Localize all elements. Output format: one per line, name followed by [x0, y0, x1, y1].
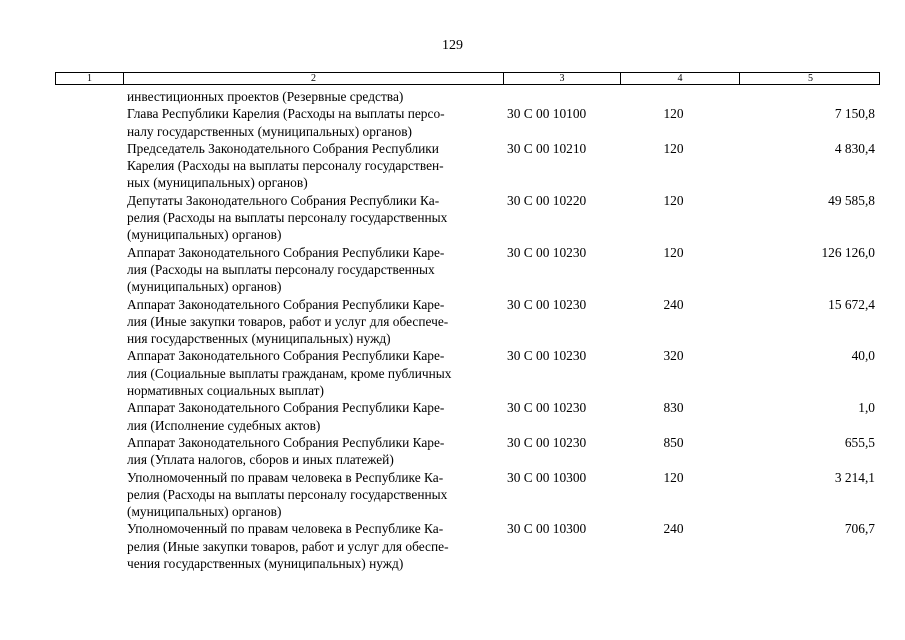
table-column-numbers: [55, 72, 880, 85]
row-name: Глава Республики Карелия (Расходы на выплаты персо- налу государственных (муниципальных) органов): [127, 106, 445, 139]
row-expense-type: 120: [663, 106, 684, 122]
row-code: 30 С 00 10230: [507, 244, 587, 260]
row-amount: 3 214,1: [834, 469, 875, 485]
column-number-2: 2: [123, 73, 503, 84]
row-amount: 655,5: [844, 434, 875, 450]
row-name: Председатель Законодательного Собрания Республики Карелия (Расходы на выплаты персоналу государствен- ных (муниципальных) органов): [127, 140, 444, 191]
row-name: Аппарат Законодательного Собрания Республики Каре- лия (Социальные выплаты гражданам, кроме публичных нормативных социальных выплат): [127, 348, 452, 399]
row-code: 30 С 00 10230: [507, 434, 587, 450]
budget-table-body: [55, 88, 880, 572]
table-row: [55, 296, 880, 348]
table-row: [55, 192, 880, 244]
row-code: 30 С 00 10230: [507, 348, 587, 364]
column-number-3: 3: [503, 73, 620, 84]
row-amount: 15 672,4: [828, 296, 875, 312]
row-amount: 706,7: [844, 521, 875, 537]
table-row: [55, 105, 880, 140]
row-name: Аппарат Законодательного Собрания Республики Каре- лия (Уплата налогов, сборов и иных платежей): [127, 434, 445, 468]
row-expense-type: 120: [663, 469, 684, 485]
row-expense-type: 120: [663, 192, 684, 208]
row-amount: 4 830,4: [834, 140, 875, 156]
row-code: 30 С 00 10300: [507, 521, 587, 537]
row-expense-type: 320: [663, 348, 684, 364]
row-amount: 40,0: [851, 348, 875, 364]
table-row: [55, 469, 880, 521]
row-code: 30 С 00 10100: [507, 106, 587, 122]
row-amount: 126 126,0: [821, 244, 875, 260]
table-row: [55, 347, 880, 399]
row-expense-type: 120: [663, 244, 684, 260]
row-name: Уполномоченный по правам человека в Республике Ка- релия (Иные закупки товаров, работ и услуг для обеспе- чения государственных (муниципальных) нужд): [127, 521, 449, 572]
column-number-1: 1: [87, 73, 92, 84]
row-expense-type: [609, 88, 738, 105]
row-expense-type: 830: [663, 400, 684, 416]
table-row: [55, 140, 880, 192]
column-number-4: 4: [620, 73, 739, 84]
row-expense-type: 850: [663, 434, 684, 450]
table-row: [55, 434, 880, 469]
row-code: 30 С 00 10210: [507, 140, 587, 156]
row-expense-type: 120: [663, 140, 684, 156]
row-name: Аппарат Законодательного Собрания Республики Каре- лия (Иные закупки товаров, работ и услуг для обеспече- ния государственных (муниципальных) нужд): [127, 296, 449, 347]
row-name: Аппарат Законодательного Собрания Республики Каре- лия (Исполнение судебных актов): [127, 400, 445, 433]
table-row: [55, 399, 880, 434]
row-name: Депутаты Законодательного Собрания Республики Ка- релия (Расходы на выплаты персоналу государственных (муниципальных) органов): [127, 192, 448, 243]
row-code: 30 С 00 10300: [507, 469, 587, 485]
row-amount: 7 150,8: [834, 106, 875, 122]
row-amount: [738, 88, 880, 105]
table-row: [55, 244, 880, 296]
column-number-5: 5: [739, 73, 881, 84]
page-number: 129: [442, 38, 463, 53]
row-code: 30 С 00 10230: [507, 400, 587, 416]
row-expense-type: 240: [663, 296, 684, 312]
table-row: [55, 88, 880, 105]
row-code: [502, 88, 619, 105]
row-name: Аппарат Законодательного Собрания Республики Каре- лия (Расходы на выплаты персоналу государственных (муниципальных) органов): [127, 244, 445, 295]
row-amount: 1,0: [858, 400, 875, 416]
row-expense-type: 240: [663, 521, 684, 537]
row-amount: 49 585,8: [828, 192, 875, 208]
row-name: Уполномоченный по правам человека в Республике Ка- релия (Расходы на выплаты персоналу государственных (муниципальных) органов): [127, 469, 448, 520]
row-code: 30 С 00 10230: [507, 296, 587, 312]
row-code: 30 С 00 10220: [507, 192, 587, 208]
row-name: инвестиционных проектов (Резервные средства): [127, 89, 404, 104]
table-row: [55, 520, 880, 572]
